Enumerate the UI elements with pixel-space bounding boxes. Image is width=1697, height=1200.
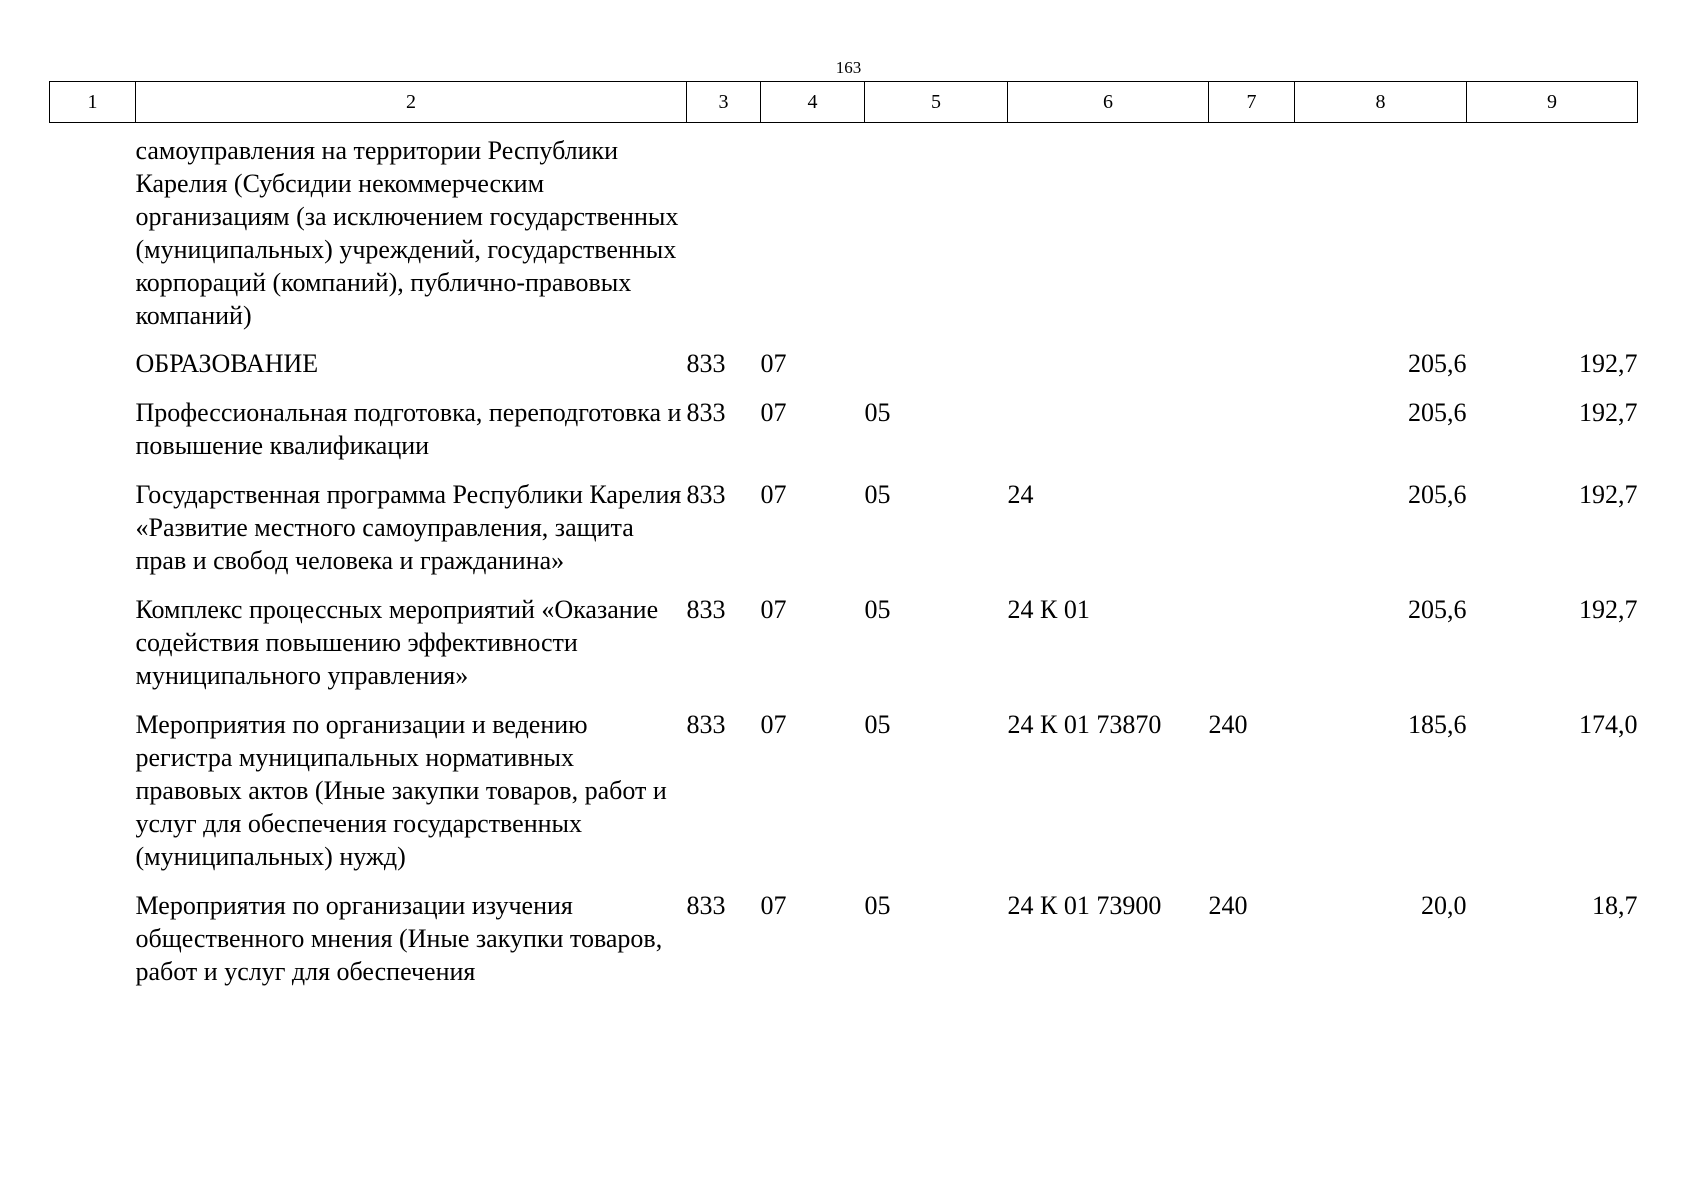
row-col-5 <box>865 123 1008 348</box>
header-col-2: 2 <box>136 82 687 123</box>
row-col-6: 24 <box>1007 480 1034 509</box>
row-col-3 <box>687 123 761 348</box>
row-col-4: 07 <box>760 398 787 427</box>
row-col-7: 240 <box>1208 891 1248 920</box>
row-col-8: 185,6 <box>1408 710 1467 739</box>
row-col-4: 07 <box>760 595 787 624</box>
row-col-8: 205,6 <box>1408 349 1467 378</box>
row-col-7 <box>1209 593 1295 708</box>
row-col-6 <box>1008 123 1209 348</box>
row-col-6 <box>1008 396 1209 478</box>
row-col-8: 205,6 <box>1408 398 1467 427</box>
row-name: ОБРАЗОВАНИЕ <box>135 349 319 378</box>
row-col-4: 07 <box>760 349 787 378</box>
row-col-3: 833 <box>686 710 726 739</box>
header-col-8: 8 <box>1295 82 1467 123</box>
row-col-4: 07 <box>760 891 787 920</box>
row-col-6 <box>1008 347 1209 396</box>
header-col-7: 7 <box>1209 82 1295 123</box>
row-col-9: 192,7 <box>1579 480 1638 509</box>
row-col-4: 07 <box>760 710 787 739</box>
row-col-6: 24 К 01 73870 <box>1007 710 1162 739</box>
row-col-3: 833 <box>686 480 726 509</box>
row-col-7 <box>1209 396 1295 478</box>
row-col-3: 833 <box>686 349 726 378</box>
row-name: Мероприятия по организации и ведению регистра муниципальных нормативных правовых актов (Иные закупки товаров, работ и услуг для обеспечения государственных (муниципальных) нужд) <box>135 710 667 871</box>
page-number: 163 <box>835 58 862 77</box>
table-row <box>50 593 1638 708</box>
row-col-8: 205,6 <box>1408 595 1467 624</box>
row-col-8: 205,6 <box>1408 480 1467 509</box>
row-col-9: 192,7 <box>1579 398 1638 427</box>
row-col-3: 833 <box>686 891 726 920</box>
row-name: Мероприятия по организации изучения общественного мнения (Иные закупки товаров, работ и услуг для обеспечения <box>135 891 663 986</box>
table-row <box>50 478 1638 593</box>
row-col-8 <box>1295 123 1467 348</box>
row-col-9: 192,7 <box>1579 349 1638 378</box>
header-col-4: 4 <box>761 82 865 123</box>
row-name: Государственная программа Республики Карелия «Развитие местного самоуправления, защита прав и свобод человека и гражданина» <box>135 480 682 575</box>
row-col-5: 05 <box>864 595 891 624</box>
row-col-9: 18,7 <box>1592 891 1638 920</box>
row-col-9 <box>1467 123 1638 348</box>
header-col-5: 5 <box>865 82 1008 123</box>
row-col-5: 05 <box>864 891 891 920</box>
row-col-4: 07 <box>760 480 787 509</box>
header-col-6: 6 <box>1008 82 1209 123</box>
header-col-9: 9 <box>1467 82 1638 123</box>
row-col-9: 192,7 <box>1579 595 1638 624</box>
budget-table <box>49 81 1638 1004</box>
row-col-6: 24 К 01 <box>1007 595 1090 624</box>
table-row <box>50 889 1638 1004</box>
row-col-5: 05 <box>864 480 891 509</box>
row-col-5: 05 <box>864 398 891 427</box>
row-col-3: 833 <box>686 595 726 624</box>
row-col-7 <box>1209 347 1295 396</box>
row-name: Комплекс процессных мероприятий «Оказание содействия повышению эффективности муниципального управления» <box>135 595 659 690</box>
row-name: Профессиональная подготовка, переподготовка и повышение квалификации <box>135 398 682 460</box>
row-col-3: 833 <box>686 398 726 427</box>
row-col-9: 174,0 <box>1579 710 1638 739</box>
row-col-7 <box>1209 123 1295 348</box>
header-row <box>50 82 1638 123</box>
table-row <box>50 708 1638 889</box>
header-col-3: 3 <box>687 82 761 123</box>
table-row <box>50 396 1638 478</box>
row-col-5: 05 <box>864 710 891 739</box>
row-name: самоуправления на территории Республики Карелия (Субсидии некоммерческим организациям (за исключением государственных (муниципальных) учреждений, государственных корпораций (компаний), публично-правовых компаний) <box>135 136 679 330</box>
table-row <box>50 347 1638 396</box>
table-row <box>50 123 1638 348</box>
row-col-7: 240 <box>1208 710 1248 739</box>
row-col-4 <box>761 123 865 348</box>
row-col-5 <box>865 347 1008 396</box>
row-col-8: 20,0 <box>1421 891 1467 920</box>
row-col-6: 24 К 01 73900 <box>1007 891 1162 920</box>
header-col-1: 1 <box>50 82 136 123</box>
row-col-7 <box>1209 478 1295 593</box>
